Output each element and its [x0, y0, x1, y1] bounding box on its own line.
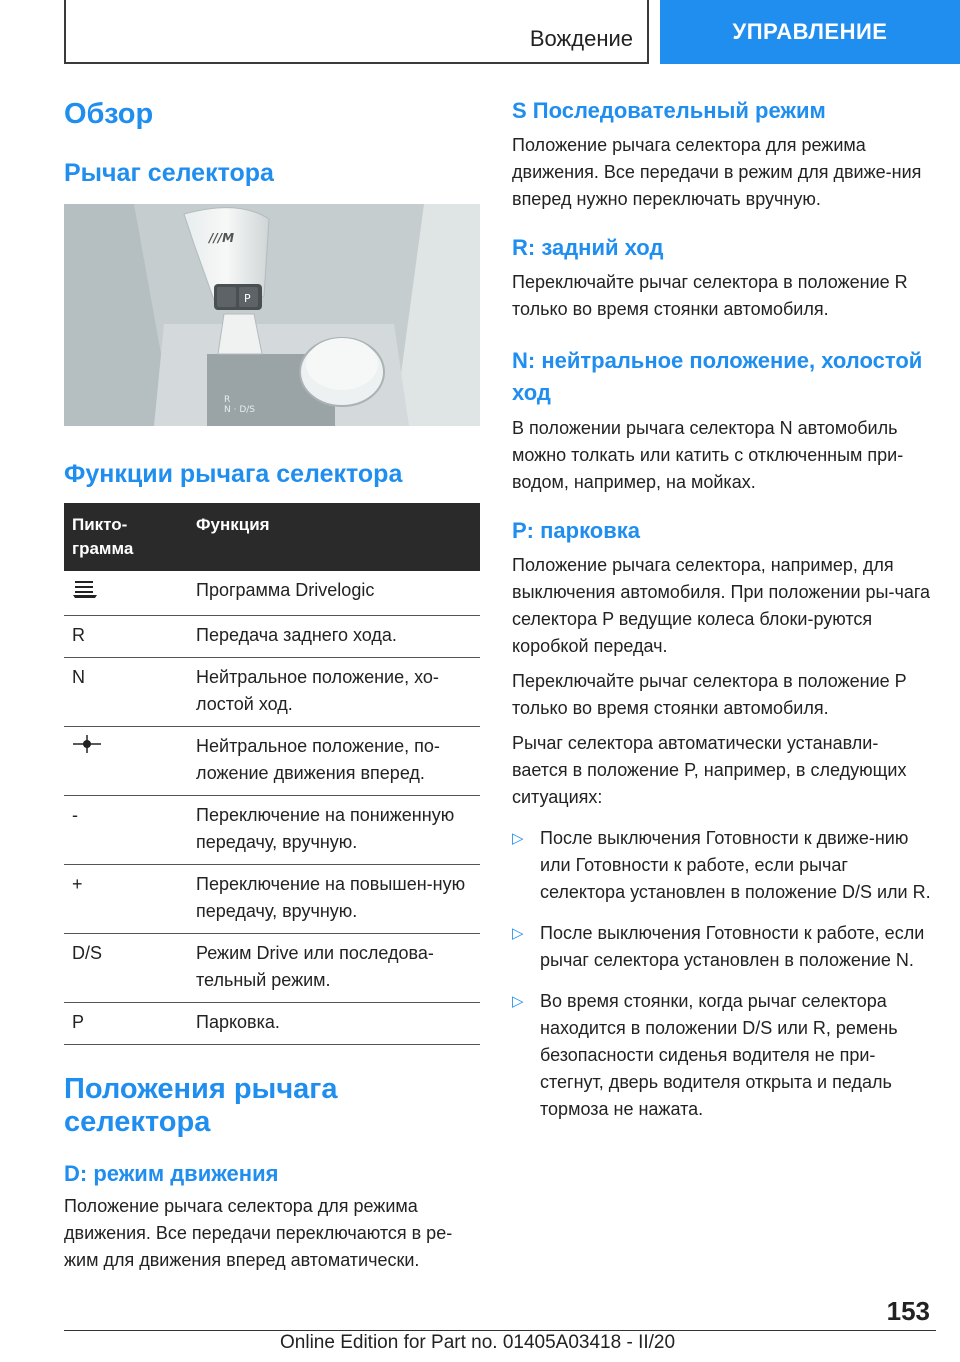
list-item — [512, 825, 932, 906]
list-item — [512, 920, 932, 974]
list-item-text: После выключения Готовности к работе, если рычаг селектора установлен в положение N. — [540, 923, 925, 970]
right-column — [512, 98, 932, 1123]
bullet-triangle-icon: ▷ — [512, 925, 524, 942]
table-row — [64, 934, 480, 1003]
paragraph-reverse: Переключайте рычаг селектора в положение R только во время стоянки автомобиля. — [512, 272, 908, 319]
heading-selector-lever: Рычаг селектора — [64, 159, 274, 187]
selector-lever-illustration — [64, 204, 480, 426]
heading-selector-functions: Функции рычага селектора — [64, 460, 403, 488]
footer-divider — [64, 1330, 936, 1331]
svg-text:R: R — [224, 395, 231, 405]
table-row — [64, 658, 480, 727]
table-cell-function: Режим Drive или последова-тельный режим. — [188, 934, 480, 1003]
paragraph-park-3: Рычаг селектора автоматически устанавли-вается в положение P, например, в следующих ситуациях: — [512, 733, 907, 807]
table-row — [64, 571, 480, 616]
header-section-title: Вождение — [529, 26, 633, 51]
svg-text:N · D/S: N · D/S — [224, 405, 255, 415]
heading-neutral: N: нейтральное положение, холостой ход — [512, 348, 923, 405]
left-column — [64, 98, 482, 1274]
table-row — [64, 616, 480, 658]
page-number: 153 — [886, 1296, 930, 1326]
table-cell-function: Нейтральное положение, хо-лостой ход. — [188, 658, 480, 727]
table-cell-pictogram — [64, 571, 188, 616]
header-section-box — [64, 0, 649, 64]
table-cell-function: Переключение на повышен-ную передачу, вручную. — [188, 865, 480, 934]
table-cell-pictogram — [64, 727, 188, 796]
drivelogic-icon — [72, 577, 98, 599]
list-item-text: После выключения Готовности к движе-нию или Готовности к работе, если рычаг селектора установлен в положение D/S или R. — [540, 828, 931, 902]
paragraph-neutral: В положении рычага селектора N автомобиль можно толкать или катить с отключенным при-водом, например, на мойках. — [512, 418, 904, 492]
table-cell-pictogram: + — [64, 865, 188, 934]
table-row — [64, 1003, 480, 1045]
heading-sequential-mode: S Последовательный режим — [512, 98, 826, 123]
table-cell-function: Парковка. — [188, 1003, 480, 1045]
table-row — [64, 796, 480, 865]
table-row — [64, 727, 480, 796]
svg-text:///M: ///M — [209, 231, 235, 245]
table-row — [64, 865, 480, 934]
paragraph-park-2: Переключайте рычаг селектора в положение P только во время стоянки автомобиля. — [512, 671, 907, 718]
table-header-function: Функция — [188, 503, 480, 571]
heading-drive-mode: D: режим движения — [64, 1161, 279, 1186]
heading-overview: Обзор — [64, 98, 154, 130]
heading-reverse: R: задний ход — [512, 235, 664, 260]
bullet-triangle-icon: ▷ — [512, 993, 524, 1010]
svg-text:P: P — [244, 292, 251, 305]
bullet-triangle-icon: ▷ — [512, 830, 524, 847]
table-cell-pictogram: D/S — [64, 934, 188, 1003]
heading-park: P: парковка — [512, 518, 641, 543]
paragraph-sequential-mode: Положение рычага селектора для режима движения. Все передачи в режим для движе-ния вперед нужно переключать вручную. — [512, 135, 922, 209]
paragraph-park-1: Положение рычага селектора, например, для выключения автомобиля. При положении ры-чага селектора P ведущие колеса блоки-руются коробкой передач. — [512, 555, 931, 656]
table-cell-function: Передача заднего хода. — [188, 616, 480, 658]
table-cell-pictogram: N — [64, 658, 188, 727]
table-cell-pictogram: P — [64, 1003, 188, 1045]
table-cell-function: Нейтральное положение, по-ложение движения вперед. — [188, 727, 480, 796]
functions-table — [64, 503, 480, 1045]
paragraph-drive-mode: Положение рычага селектора для режима движения. Все передачи переключаются в ре-жим для движения вперед автоматически. — [64, 1196, 453, 1270]
header-chapter-tab[interactable]: УПРАВЛЕНИЕ — [660, 0, 960, 64]
list-item — [512, 988, 932, 1123]
table-cell-function: Переключение на пониженную передачу, вручную. — [188, 796, 480, 865]
footer-edition-link[interactable]: Online Edition for Part no. 01405A03418 - II/20 — [280, 1332, 676, 1353]
selector-lever-photo — [64, 204, 480, 426]
table-cell-pictogram: R — [64, 616, 188, 658]
table-cell-pictogram: - — [64, 796, 188, 865]
table-header-pictogram: Пикто-грамма — [64, 503, 188, 571]
table-cell-function: Программа Drivelogic — [188, 571, 480, 616]
heading-selector-positions: Положения рычага селектора — [64, 1073, 338, 1138]
table-header-row — [64, 503, 480, 571]
selector-neutral-icon — [72, 733, 102, 755]
list-item-text: Во время стоянки, когда рычаг селектора находится в положении D/S или R, ремень безопасности сиденья водителя не при-стегнут, дверь водителя открыта и педаль тормоза не нажата. — [540, 991, 898, 1119]
